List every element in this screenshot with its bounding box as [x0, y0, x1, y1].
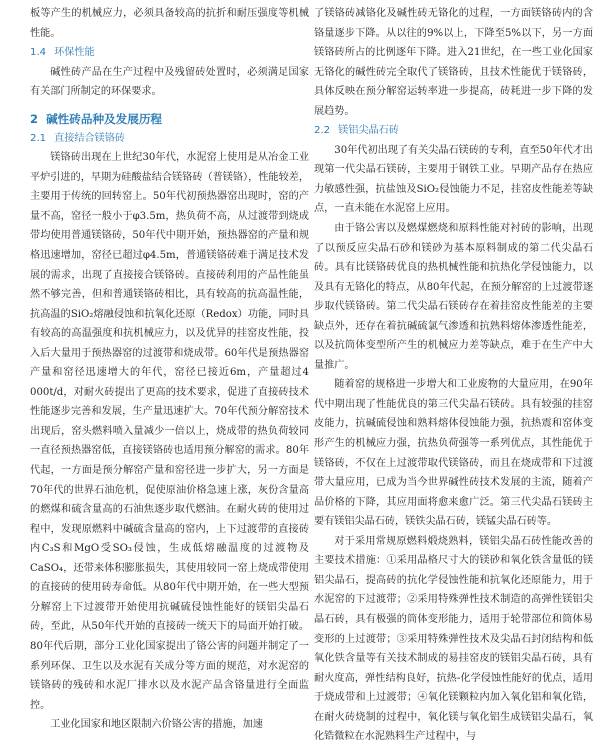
paragraph-intro: 板等产生的机械应力，必须具备较高的抗折和耐压强度等机械性能。 [30, 8, 309, 39]
paragraph-technical-measures: 对于采用常规原燃料煅烧熟料，镁铝尖晶石砖性能改善的主要技术措施：①采用晶格尺寸大的镁砂和氧化铁含量低的镁铝尖晶石，提高砖的抗化学侵蚀性能和抗氧化还原能力，用于水泥窑的下过渡带；②采用特殊弹性技术制造的高弹性镁铝尖晶石砖，具有极强的筒体变形能力，适用于轮带部位和筒体易变形的上过渡带；③采用特殊弹性技术及尖晶石封闭结构和低氧化铁含量等有关技术制成的易挂窑皮的镁铝尖晶石砖，具有耐火度高，弹性结构良好，抗热-化学侵蚀性能好的优点，适用于烧成带和上过渡带；④氧化镁颗粒内加入氧化铝和氧化锆，在耐火砖烧制的过程中，氧化镁与氧化铝生成镁铝尖晶石，氧化锆微粒在水泥熟料生产过程中，与 [314, 535, 593, 743]
section-heading-2 [30, 110, 309, 129]
paragraph-second-generation: 由于铬公害以及燃煤燃烧和原料性能对衬砖的影响，出现了以预反应尖晶石砂和镁砂为基本原料制成的第二代尖晶石砖。具有比镁铬砖优良的热机械性能和抗热化学侵蚀能力，以及具有无铬化的特点，从80年代起，在预分解窑的上过渡带逐步取代镁铬砖。第二代尖晶石镁砖存在着挂窑皮性能差的主要缺点外，还存在着抗碱硫氯气渗透和抗熟料熔体渗透性能差，以及抗筒体变型所产生的机械应力差等缺点，难于在生产中大量推广。 [314, 223, 593, 371]
section-number: 2 [30, 111, 39, 126]
section-number: 2.2 [314, 125, 331, 137]
section-number: 2.1 [30, 132, 47, 144]
section-heading-2-2 [314, 121, 593, 141]
paragraph-spinel-history: 30年代初出现了有关尖晶石镁砖的专利，直至50年代才出现第一代尖晶石镁砖，主要用于钢铁工业。早期产品存在热应力敏感性强，抗盐蚀及SiO₂侵蚀能力不足，挂窑皮性能差等缺点，一直未能在水泥窑上应用。 [314, 144, 593, 215]
paragraph-chrome-restriction: 工业化国家和地区限制六价铬公害的措施，加速 [50, 719, 263, 731]
right-column [314, 4, 593, 747]
left-column [30, 4, 309, 735]
paragraph-magnesia-chrome: 镁铬砖出现在上世纪30年代，水泥窑上使用是从冶金工业平炉引进的，早期为硅酸盐结合镁铬砖（普镁铬），性能较差，主要用于传统的回转窑上。50年代初预热器窑出现时，窑的产量不高，窑径一般小于φ3.5m，热负荷不高，从过渡带到烧成带均使用普通镁铬砖，50年代中期开始，预热器窑的产量和规格迅速增加，窑径已超过φ4.5m，普通镁铬砖难于满足技术发展的需求，出现了直接接合镁铬砖。直接砖利用的产品性能虽然不够完善，但和普通镁铬砖相比，具有较高的抗高温性能，抗高温的SiO₂熔融侵蚀和抗氧化还原（Redox）功能，同时具有较高的高温强度和抗机械应力，以及优异的挂窑皮性能，投入后大量用于预热器窑的过渡带和烧成带。60年代是预热器窑产量和窑径迅速增大的年代，窑径已接近6m，产量超过4 000t/d，对耐火砖提出了更高的技术要求，促进了直接砖技术性能逐步完善和发展，生产量迅速扩大。70年代预分解窑技术出现后，窑头燃料喷入量减少一倍以上，烧成带的热负荷较同一直径预热器窑低，直接镁铬砖也适用预分解窑的需求。80年代起，一方面是预分解窑产量和窑径进一步扩大，另一方面是70年代的世界石油危机，促使原油价格急速上涨，灰份含量高的燃煤和硫含量高的石油焦逐步取代燃油。在耐火砖的使用过程中，发现原燃料中碱硫含量高的窑内，上下过渡带的直接砖内C₃S和MgO受SO₃侵蚀，生成低熔融温度的过渡物及CaSO₄，还带来体积膨胀损失，其使用较同一窑上烧成带使用的直接砖的使用砖寿命低。从80年代中期开始，在一些大型预分解窑上下过渡带开始使用抗碱硫侵蚀性能好的镁铝尖晶石砖，至此，从50年代开始的直接砖一统天下的局面开始打破。80年代后期，部分工业化国家提出了铬公害的问题并制定了一系列环保、卫生以及水泥有关成分等方面的规范，对水泥窑的镁铬砖的残砖和水泥厂排水以及水泥产品含铬量进行全面监控。 [30, 152, 309, 711]
section-title: 碱性砖品种及发展历程 [46, 111, 163, 126]
paragraph-chrome-reduction: 了镁铬砖减铬化及碱性砖无铬化的过程，一方面镁铬砖内的含铬量逐步下降。从以往的9%以上，下降至5%以下，另一方面镁铬砖所占的比例逐年下降。进入21世纪，在一些工业化国家无铬化的碱性砖完全取代了镁铬砖，且技术性能优于镁铬砖，具体反映在预分解窑运转率进一步提高，砖耗进一步下降的发展趋势。 [314, 8, 593, 117]
paragraph-environment: 碱性砖产品在生产过程中及残留砖处置时，必须满足国家有关部门所制定的环保要求。 [30, 66, 309, 98]
section-number: 1.4 [30, 47, 47, 59]
section-title: 直接结合镁铬砖 [54, 132, 125, 144]
section-title: 环保性能 [54, 47, 95, 59]
section-heading-2-1 [30, 129, 309, 149]
section-heading-1-4 [30, 43, 309, 63]
paragraph-third-generation: 随着窑的规格进一步增大和工业废物的大量应用，在90年代中期出现了性能优良的第三代尖晶石镁砖。具有较强的挂窑皮能力，抗碱硫侵蚀和熟料熔体侵蚀能力强，抗热震和窑体变形产生的机械应力强，抗热负荷强等一系列优点，其性能优于镁铬砖，不仅在上过渡带取代镁铬砖，而且在烧成带和下过渡带大量应用，已成为当今世界碱性砖技术发展的主流，随着产品价格的下降，其应用面将愈来愈广泛。第三代尖晶石镁砖主要有镁铝尖晶石砖，镁铁尖晶石砖，镁锰尖晶石砖等。 [314, 379, 593, 528]
section-title: 镁铝尖晶石砖 [338, 125, 399, 137]
